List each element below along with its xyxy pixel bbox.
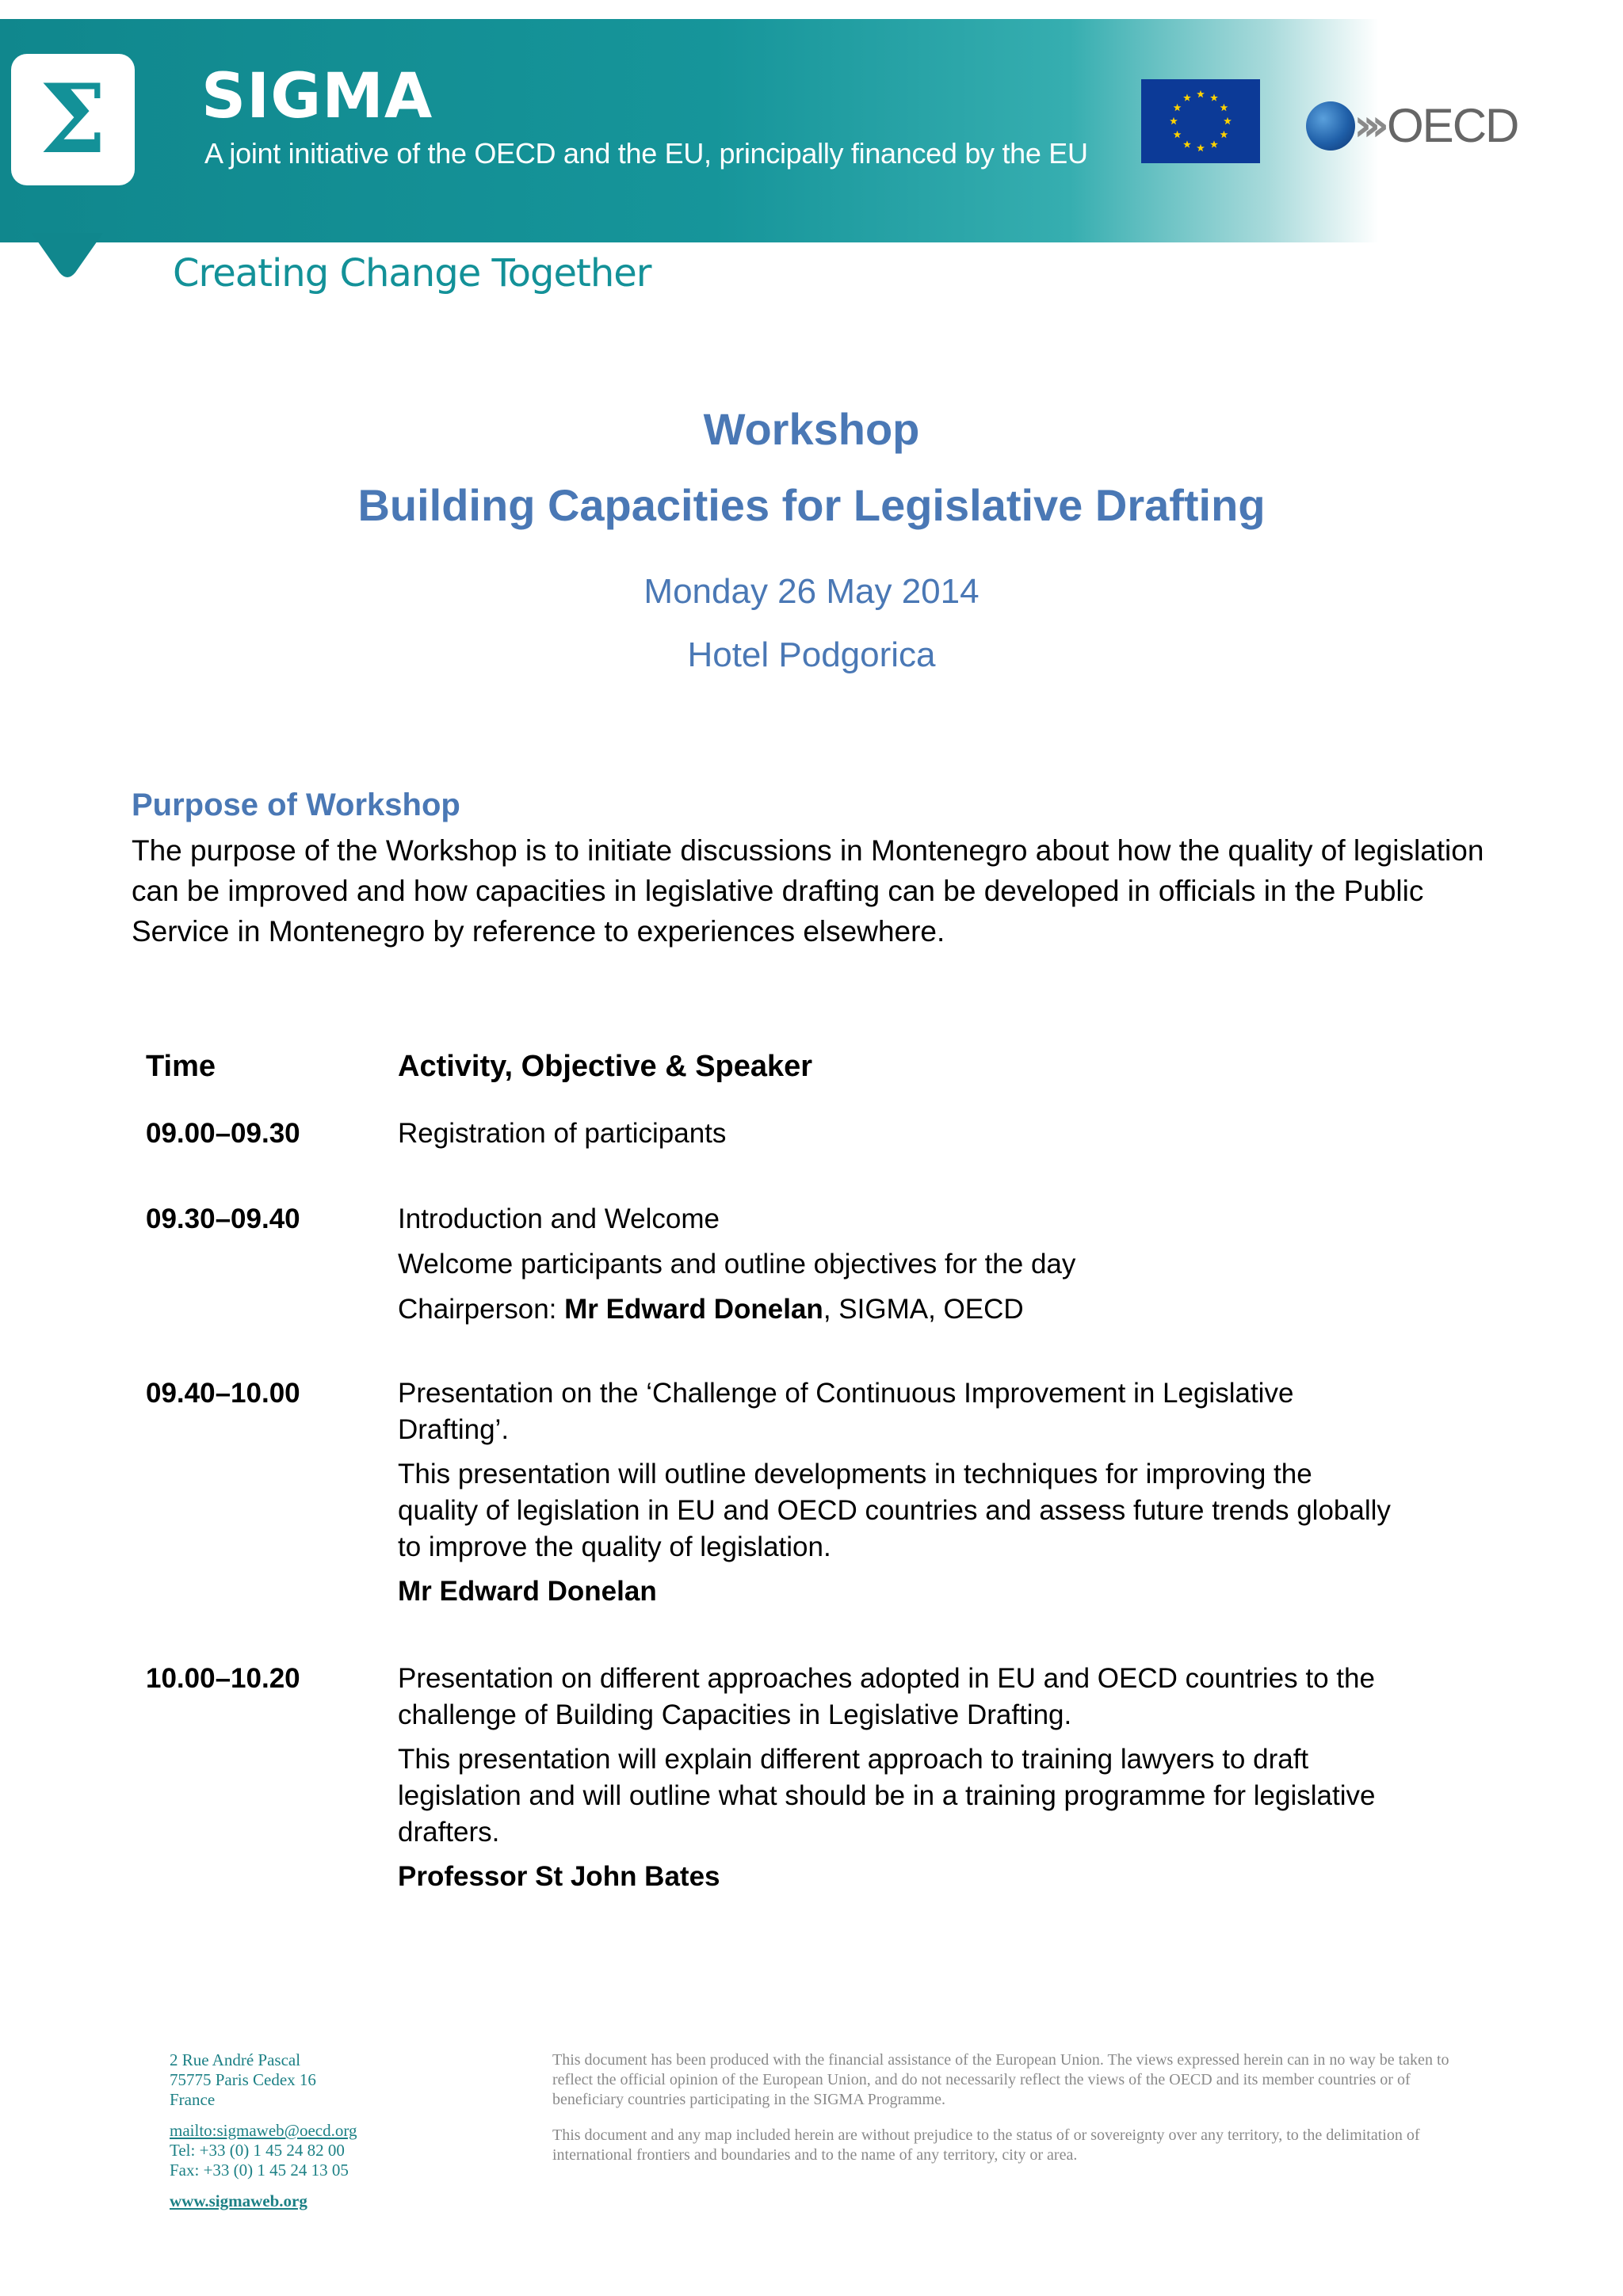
fax-number: Fax: +33 (0) 1 45 24 13 05 [170, 2161, 349, 2180]
document-subtitle: Building Capacities for Legislative Drafting [357, 480, 1266, 530]
website-link[interactable]: www.sigmaweb.org [170, 2191, 307, 2210]
chair-label: Chairperson: [398, 1294, 565, 1325]
chevrons-icon: ››› [1354, 100, 1381, 151]
chair-org: , SIGMA, OECD [823, 1294, 1024, 1325]
footer-contact [170, 2050, 357, 2211]
event-date: Monday 26 May 2014 [643, 572, 980, 611]
agenda-row-time: 10.00–10.20 [146, 1663, 300, 1694]
brand-name: SIGMA [201, 61, 433, 132]
purpose-paragraph: The purpose of the Workshop is to initiate discussions in Montenegro about how the quality of legislation can be improved and how capacities in legislative drafting can be developed in officials in the Public Service in Montenegro by reference to experiences elsewhere. [132, 834, 1484, 948]
activity-title: Registration of participants [398, 1118, 727, 1149]
footer-disclaimer [552, 2050, 1464, 2181]
document-title: Workshop [703, 404, 920, 454]
event-venue: Hotel Podgorica [687, 635, 936, 674]
tagline: Creating Change Together [173, 251, 651, 296]
banner-tab-shape [32, 233, 103, 280]
oecd-wordmark: OECD [1387, 99, 1518, 152]
activity-speaker: Mr Edward Donelan [398, 1576, 657, 1607]
agenda-header-time: Time [146, 1050, 216, 1083]
purpose-heading: Purpose of Workshop [132, 788, 460, 822]
activity-objective: This presentation will outline developments in techniques for improving the quality of legislation in EU and OECD countries and assess future trends globally to improve the quality of legislation. [398, 1459, 1391, 1562]
agenda-header-activity: Activity, Objective & Speaker [398, 1050, 813, 1083]
agenda-row-activity [398, 1201, 1396, 1328]
activity-speaker: Professor St John Bates [398, 1861, 720, 1892]
brand-subtitle: A joint initiative of the OECD and the EU, principally financed by the EU [204, 137, 1088, 170]
disclaimer-paragraph: This document has been produced with the financial assistance of the European Union. The views expressed herein can in no way be taken to reflect the official opinion of the European Union, and do not necessarily reflect the views of the OECD and its member countries or of beneficiary countries participating in the SIGMA Programme. [552, 2051, 1449, 2108]
chair-name: Mr Edward Donelan [564, 1294, 823, 1325]
activity-objective: This presentation will explain different approach to training lawyers to draft legislation and will outline what should be in a training programme for legislative drafters. [398, 1744, 1376, 1848]
agenda-row-time: 09.40–10.00 [146, 1378, 300, 1409]
phone-number: Tel: +33 (0) 1 45 24 82 00 [170, 2141, 345, 2160]
address-line: 75775 Paris Cedex 16 [170, 2070, 316, 2089]
sigma-logo [11, 54, 135, 185]
activity-title: Presentation on different approaches adopted in EU and OECD countries to the challenge of Building Capacities in Legislative Drafting. [398, 1663, 1375, 1730]
globe-icon [1306, 101, 1355, 151]
activity-title: Presentation on the ‘Challenge of Continuous Improvement in Legislative Drafting’. [398, 1378, 1294, 1445]
agenda-row-time: 09.00–09.30 [146, 1118, 300, 1149]
activity-title: Introduction and Welcome [398, 1203, 720, 1234]
agenda-row-time: 09.30–09.40 [146, 1203, 300, 1234]
activity-chair [398, 1291, 1396, 1328]
address-line: 2 Rue André Pascal [170, 2050, 301, 2069]
agenda-row-activity [398, 1375, 1396, 1610]
email-link[interactable]: mailto:sigmaweb@oecd.org [170, 2121, 357, 2140]
agenda-row-activity [398, 1116, 1396, 1152]
disclaimer-paragraph: This document and any map included herein are without prejudice to the status of or sovereignty over any territory, to the delimitation of international frontiers and boundaries and to the name of any territory, city or area. [552, 2126, 1420, 2164]
eu-flag-icon [1141, 79, 1260, 163]
oecd-logo [1306, 97, 1518, 155]
agenda-row-activity [398, 1661, 1396, 1895]
sigma-logo-glyph: Σ [39, 63, 107, 175]
address-line: France [170, 2090, 216, 2109]
activity-objective: Welcome participants and outline objectives for the day [398, 1249, 1076, 1280]
